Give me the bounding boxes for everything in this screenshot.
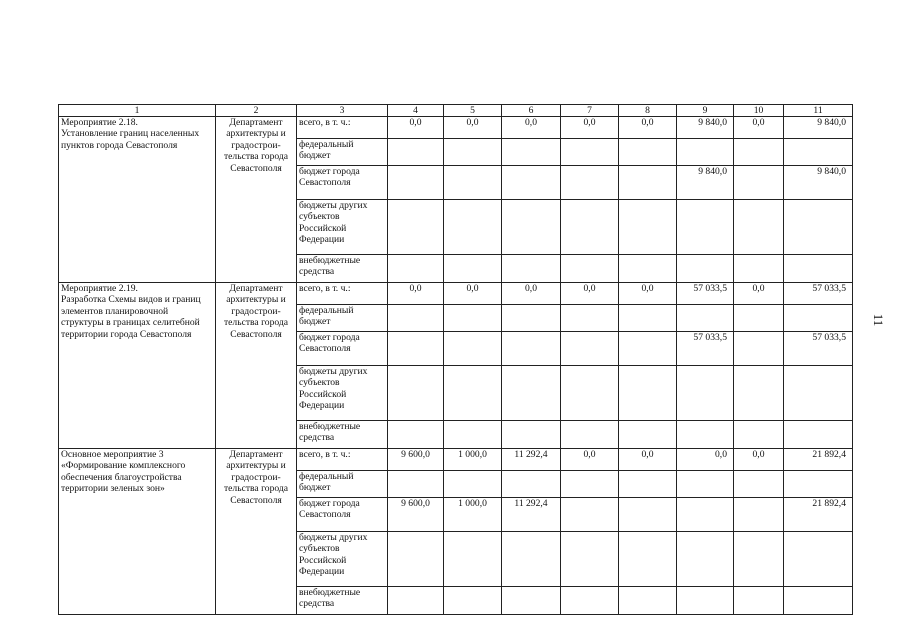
amount-cell: 1 000,0	[444, 498, 502, 532]
amount-cell	[619, 305, 677, 332]
amount-cell	[444, 200, 502, 255]
amount-cell	[388, 421, 444, 449]
amount-cell	[561, 532, 619, 587]
column-number: 9	[677, 105, 734, 117]
amount-cell	[561, 139, 619, 166]
amount-cell	[734, 587, 784, 615]
amount-cell	[677, 498, 734, 532]
amount-cell: 0,0	[444, 117, 502, 139]
amount-cell	[619, 421, 677, 449]
funding-source: бюджеты других субъектов Российской Федерации	[297, 200, 388, 255]
amount-cell	[734, 366, 784, 421]
table-row	[59, 117, 853, 139]
amount-cell	[502, 166, 561, 200]
amount-cell	[677, 587, 734, 615]
funding-source: бюджет города Севастополя	[297, 166, 388, 200]
amount-cell	[444, 139, 502, 166]
column-number: 3	[297, 105, 388, 117]
funding-source: бюджеты других субъектов Российской Федерации	[297, 366, 388, 421]
amount-cell	[734, 305, 784, 332]
amount-cell: 0,0	[619, 449, 677, 471]
column-number: 10	[734, 105, 784, 117]
amount-cell: 0,0	[561, 449, 619, 471]
amount-cell	[388, 366, 444, 421]
executor-name: Департамент архитектуры и градострои-тельства города Севастополя	[216, 117, 297, 283]
amount-cell	[677, 366, 734, 421]
amount-cell: 0,0	[734, 449, 784, 471]
amount-cell	[388, 332, 444, 366]
funding-source: федеральный бюджет	[297, 139, 388, 166]
amount-cell	[784, 471, 853, 498]
amount-cell: 57 033,5	[677, 332, 734, 366]
amount-cell	[734, 471, 784, 498]
amount-cell	[444, 587, 502, 615]
amount-cell	[444, 471, 502, 498]
amount-cell	[619, 366, 677, 421]
budget-table	[58, 104, 853, 615]
amount-cell	[502, 139, 561, 166]
amount-cell: 0,0	[561, 283, 619, 305]
amount-cell	[561, 366, 619, 421]
amount-cell: 0,0	[677, 449, 734, 471]
amount-cell	[619, 587, 677, 615]
amount-cell	[502, 200, 561, 255]
amount-cell: 57 033,5	[784, 332, 853, 366]
page-number: 11	[871, 313, 886, 327]
amount-cell	[561, 305, 619, 332]
amount-cell: 0,0	[502, 117, 561, 139]
amount-cell: 9 600,0	[388, 498, 444, 532]
amount-cell	[561, 332, 619, 366]
amount-cell	[561, 498, 619, 532]
amount-cell	[734, 498, 784, 532]
amount-cell	[784, 255, 853, 283]
amount-cell	[502, 471, 561, 498]
amount-cell	[619, 200, 677, 255]
funding-source: всего, в т. ч.:	[297, 283, 388, 305]
amount-cell	[619, 332, 677, 366]
amount-cell	[677, 421, 734, 449]
amount-cell	[677, 532, 734, 587]
amount-cell	[444, 332, 502, 366]
amount-cell	[619, 471, 677, 498]
amount-cell: 0,0	[619, 283, 677, 305]
amount-cell	[502, 332, 561, 366]
amount-cell: 11 292,4	[502, 449, 561, 471]
amount-cell	[388, 305, 444, 332]
amount-cell: 0,0	[734, 117, 784, 139]
amount-cell	[388, 166, 444, 200]
amount-cell: 9 840,0	[784, 117, 853, 139]
funding-source: внебюджетные средства	[297, 587, 388, 615]
column-number: 8	[619, 105, 677, 117]
amount-cell	[677, 200, 734, 255]
amount-cell	[502, 255, 561, 283]
amount-cell	[784, 366, 853, 421]
amount-cell	[561, 471, 619, 498]
measure-name: Мероприятие 2.18. Установление границ населенных пунктов города Севастополя	[59, 117, 216, 283]
amount-cell	[561, 255, 619, 283]
amount-cell	[444, 532, 502, 587]
amount-cell: 11 292,4	[502, 498, 561, 532]
amount-cell	[677, 305, 734, 332]
amount-cell	[784, 421, 853, 449]
amount-cell: 21 892,4	[784, 449, 853, 471]
amount-cell	[734, 532, 784, 587]
amount-cell: 1 000,0	[444, 449, 502, 471]
amount-cell: 57 033,5	[677, 283, 734, 305]
column-number: 11	[784, 105, 853, 117]
column-number: 1	[59, 105, 216, 117]
amount-cell	[444, 366, 502, 421]
amount-cell	[619, 532, 677, 587]
column-number: 7	[561, 105, 619, 117]
amount-cell: 0,0	[444, 283, 502, 305]
amount-cell	[619, 166, 677, 200]
amount-cell	[734, 139, 784, 166]
amount-cell	[388, 200, 444, 255]
amount-cell	[561, 421, 619, 449]
amount-cell	[734, 200, 784, 255]
amount-cell	[502, 305, 561, 332]
table-body	[59, 105, 853, 615]
amount-cell	[388, 471, 444, 498]
amount-cell: 0,0	[388, 117, 444, 139]
amount-cell	[388, 532, 444, 587]
amount-cell: 9 840,0	[677, 166, 734, 200]
amount-cell	[677, 139, 734, 166]
executor-name: Департамент архитектуры и градострои-тельства города Севастополя	[216, 449, 297, 615]
amount-cell: 9 600,0	[388, 449, 444, 471]
amount-cell	[677, 255, 734, 283]
amount-cell: 0,0	[502, 283, 561, 305]
column-number: 2	[216, 105, 297, 117]
amount-cell: 0,0	[561, 117, 619, 139]
amount-cell	[619, 255, 677, 283]
amount-cell	[619, 498, 677, 532]
funding-source: бюджет города Севастополя	[297, 332, 388, 366]
amount-cell	[677, 471, 734, 498]
column-number-header	[59, 105, 853, 117]
amount-cell: 0,0	[734, 283, 784, 305]
amount-cell	[784, 200, 853, 255]
amount-cell: 9 840,0	[677, 117, 734, 139]
amount-cell	[502, 587, 561, 615]
amount-cell	[444, 166, 502, 200]
amount-cell	[784, 532, 853, 587]
column-number: 5	[444, 105, 502, 117]
funding-source: всего, в т. ч.:	[297, 449, 388, 471]
amount-cell	[444, 255, 502, 283]
amount-cell	[388, 139, 444, 166]
funding-source: федеральный бюджет	[297, 305, 388, 332]
column-number: 4	[388, 105, 444, 117]
amount-cell: 0,0	[619, 117, 677, 139]
amount-cell	[444, 421, 502, 449]
amount-cell: 21 892,4	[784, 498, 853, 532]
measure-name: Мероприятие 2.19. Разработка Схемы видов и границ элементов планировочной структуры в границах селитебной территории города Севастополя	[59, 283, 216, 449]
column-number: 6	[502, 105, 561, 117]
amount-cell	[734, 255, 784, 283]
funding-source: внебюджетные средства	[297, 421, 388, 449]
executor-name: Департамент архитектуры и градострои-тельства города Севастополя	[216, 283, 297, 449]
funding-source: бюджет города Севастополя	[297, 498, 388, 532]
measure-name: Основное мероприятие 3 «Формирование комплексного обеспечения благоустройства территории зеленых зон»	[59, 449, 216, 615]
amount-cell	[784, 587, 853, 615]
amount-cell	[734, 332, 784, 366]
table-row	[59, 449, 853, 471]
amount-cell	[734, 421, 784, 449]
amount-cell	[502, 532, 561, 587]
amount-cell	[502, 421, 561, 449]
funding-source: всего, в т. ч.:	[297, 117, 388, 139]
amount-cell	[561, 200, 619, 255]
amount-cell: 0,0	[388, 283, 444, 305]
amount-cell	[734, 166, 784, 200]
funding-source: федеральный бюджет	[297, 471, 388, 498]
amount-cell	[502, 366, 561, 421]
amount-cell: 57 033,5	[784, 283, 853, 305]
funding-source: внебюджетные средства	[297, 255, 388, 283]
amount-cell	[784, 305, 853, 332]
table-row	[59, 283, 853, 305]
amount-cell	[619, 139, 677, 166]
amount-cell	[388, 587, 444, 615]
amount-cell	[388, 255, 444, 283]
amount-cell: 9 840,0	[784, 166, 853, 200]
amount-cell	[444, 305, 502, 332]
amount-cell	[561, 587, 619, 615]
amount-cell	[561, 166, 619, 200]
amount-cell	[784, 139, 853, 166]
funding-source: бюджеты других субъектов Российской Федерации	[297, 532, 388, 587]
